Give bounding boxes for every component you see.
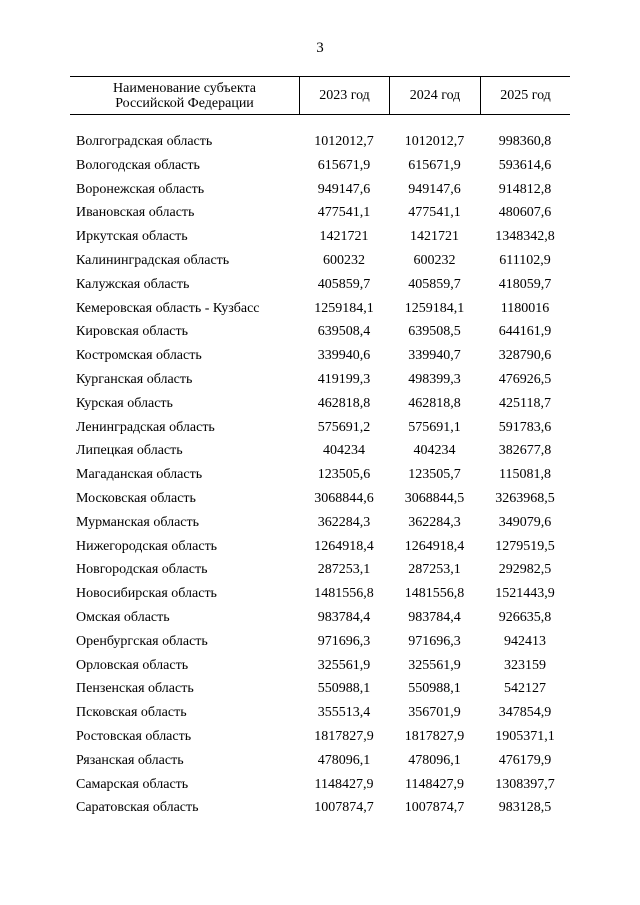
value-2025: 347854,9 — [498, 705, 552, 721]
page-number: 3 — [316, 40, 324, 56]
value-2024: 1259184,1 — [404, 300, 465, 316]
value-2025: 1308397,7 — [495, 776, 555, 792]
value-2025: 1279519,5 — [495, 538, 555, 554]
value-2023: 462818,8 — [317, 395, 371, 411]
value-2024: 3068844,5 — [404, 490, 465, 506]
value-2024: 615671,9 — [408, 157, 461, 173]
table-row — [70, 297, 570, 321]
region-name: Самарская область — [76, 776, 189, 792]
region-name: Оренбургская область — [76, 633, 208, 649]
value-2025: 1348342,8 — [495, 229, 555, 245]
value-2023: 639508,4 — [317, 324, 371, 340]
value-2025: 382677,8 — [498, 443, 552, 459]
table-row — [70, 511, 570, 535]
value-2024: 477541,1 — [408, 205, 461, 221]
value-2024: 971696,3 — [408, 633, 461, 649]
value-2025: 1905371,1 — [495, 728, 555, 744]
value-2024: 356701,9 — [408, 705, 461, 721]
table-row — [70, 439, 570, 463]
value-2023: 1481556,8 — [314, 586, 374, 602]
region-name: Липецкая область — [76, 443, 183, 459]
header-year-2025: 2025 год — [480, 77, 570, 114]
value-2024: 498399,3 — [408, 371, 461, 387]
value-2023: 405859,7 — [317, 276, 371, 292]
value-2023: 477541,1 — [317, 205, 371, 221]
region-name: Орловская область — [76, 657, 189, 673]
value-2024: 983784,4 — [408, 609, 461, 625]
value-2023: 355513,4 — [317, 705, 371, 721]
value-2024: 478096,1 — [408, 752, 461, 768]
table-row — [70, 130, 570, 154]
value-2023: 339940,6 — [317, 348, 371, 364]
region-name: Новосибирская область — [76, 586, 217, 602]
table-row — [70, 249, 570, 273]
table-row — [70, 606, 570, 630]
region-name: Пензенская область — [76, 681, 194, 697]
region-name: Саратовская область — [76, 800, 199, 816]
region-name: Вологодская область — [76, 157, 200, 173]
region-name: Кемеровская область - Кузбасс — [76, 300, 260, 316]
value-2024: 600232 — [413, 252, 456, 268]
value-2024: 575691,1 — [408, 419, 461, 435]
table-row — [70, 392, 570, 416]
value-2025: 644161,9 — [498, 324, 552, 340]
value-2023: 1421721 — [319, 229, 369, 245]
value-2025: 115081,8 — [499, 467, 551, 483]
value-2023: 983784,4 — [317, 609, 371, 625]
value-2025: 425118,7 — [499, 395, 551, 411]
value-2023: 419199,3 — [317, 371, 371, 387]
table-row — [70, 320, 570, 344]
region-name: Калужская область — [76, 276, 190, 292]
value-2023: 404234 — [323, 443, 365, 459]
table-row — [70, 178, 570, 202]
value-2025: 611102,9 — [499, 252, 551, 268]
value-2023: 325561,9 — [317, 657, 371, 673]
value-2024: 1148427,9 — [405, 776, 464, 792]
table-row — [70, 487, 570, 511]
table-row — [70, 201, 570, 225]
header-subject-name — [70, 77, 299, 114]
value-2024: 1264918,4 — [404, 538, 465, 554]
value-2025: 542127 — [504, 681, 546, 697]
header-year-2023: 2023 год — [299, 77, 389, 114]
table-row — [70, 463, 570, 487]
header-subject-name-line1: Наименование субъекта — [113, 80, 256, 96]
value-2025: 942413 — [504, 633, 546, 649]
table-row — [70, 677, 570, 701]
value-2025: 480607,6 — [498, 205, 552, 221]
table-row — [70, 535, 570, 559]
region-name: Иркутская область — [76, 229, 188, 245]
value-2025: 914812,8 — [498, 181, 552, 197]
value-2024: 1012012,7 — [404, 134, 465, 149]
region-name: Ленинградская область — [76, 419, 215, 435]
region-name: Псковская область — [76, 705, 187, 721]
table-row — [70, 368, 570, 392]
value-2023: 1148427,9 — [314, 776, 374, 792]
value-2025: 418059,7 — [498, 276, 552, 292]
region-name: Московская область — [76, 490, 196, 506]
value-2025: 983128,5 — [498, 800, 552, 816]
subsidy-table — [70, 76, 570, 820]
value-2025: 292982,5 — [498, 562, 552, 578]
region-name: Ростовская область — [76, 728, 192, 744]
value-2025: 323159 — [504, 657, 546, 673]
region-name: Рязанская область — [76, 752, 184, 768]
header-year-2024: 2024 год — [389, 77, 480, 114]
table-row — [70, 701, 570, 725]
region-name: Костромская область — [76, 348, 202, 364]
table-row — [70, 630, 570, 654]
table-row — [70, 344, 570, 368]
value-2024: 339940,7 — [408, 348, 461, 364]
table-row — [70, 654, 570, 678]
value-2023: 287253,1 — [317, 562, 371, 578]
value-2025: 591783,6 — [498, 419, 552, 435]
value-2023: 550988,1 — [317, 681, 371, 697]
value-2023: 615671,9 — [317, 157, 371, 173]
value-2023: 1012012,7 — [314, 134, 374, 149]
value-2024: 405859,7 — [408, 276, 461, 292]
value-2023: 1007874,7 — [314, 800, 374, 816]
value-2025: 476179,9 — [498, 752, 552, 768]
value-2024: 123505,7 — [408, 467, 461, 483]
value-2023: 1817827,9 — [314, 728, 374, 744]
value-2024: 404234 — [413, 443, 456, 459]
value-2024: 1007874,7 — [404, 800, 465, 816]
table-body — [70, 130, 570, 820]
table-row — [70, 773, 570, 797]
value-2025: 1180016 — [500, 300, 550, 316]
region-name: Курганская область — [76, 371, 193, 387]
table-row — [70, 725, 570, 749]
value-2025: 593614,6 — [498, 157, 552, 173]
value-2024: 462818,8 — [408, 395, 461, 411]
region-name: Магаданская область — [76, 467, 203, 483]
value-2023: 1264918,4 — [314, 538, 374, 554]
value-2025: 998360,8 — [498, 134, 552, 149]
value-2024: 362284,3 — [408, 514, 461, 530]
value-2024: 287253,1 — [408, 562, 461, 578]
region-name: Кировская область — [76, 324, 189, 340]
value-2023: 971696,3 — [317, 633, 371, 649]
value-2023: 362284,3 — [317, 514, 371, 530]
table-row — [70, 582, 570, 606]
value-2025: 476926,5 — [498, 371, 552, 387]
region-name: Калининградская область — [76, 252, 230, 268]
region-name: Воронежская область — [76, 181, 205, 197]
value-2023: 600232 — [323, 252, 365, 268]
value-2023: 1259184,1 — [314, 300, 374, 316]
table-row — [70, 558, 570, 582]
value-2023: 949147,6 — [317, 181, 371, 197]
table-row — [70, 273, 570, 297]
value-2025: 926635,8 — [498, 609, 552, 625]
table-row — [70, 154, 570, 178]
value-2024: 1481556,8 — [404, 586, 465, 602]
table-row — [70, 225, 570, 249]
value-2025: 3263968,5 — [495, 490, 555, 506]
table-row — [70, 796, 570, 820]
region-name: Омская область — [76, 609, 170, 625]
region-name: Волгоградская область — [76, 134, 213, 149]
value-2023: 478096,1 — [317, 752, 371, 768]
value-2025: 349079,6 — [498, 514, 552, 530]
value-2025: 328790,6 — [498, 348, 552, 364]
region-name: Курская область — [76, 395, 173, 411]
value-2024: 1817827,9 — [404, 728, 465, 744]
header-subject-name-line2: Российской Федерации — [115, 95, 254, 111]
value-2024: 325561,9 — [408, 657, 461, 673]
region-name: Новгородская область — [76, 562, 208, 578]
value-2024: 550988,1 — [408, 681, 461, 697]
value-2024: 949147,6 — [408, 181, 461, 197]
region-name: Мурманская область — [76, 514, 200, 530]
region-name: Нижегородская область — [76, 538, 218, 554]
value-2025: 1521443,9 — [495, 586, 555, 602]
value-2023: 123505,6 — [317, 467, 371, 483]
value-2024: 639508,5 — [408, 324, 461, 340]
table-row — [70, 416, 570, 440]
value-2023: 575691,2 — [317, 419, 371, 435]
table-row — [70, 749, 570, 773]
value-2023: 3068844,6 — [314, 490, 374, 506]
table-header — [70, 76, 570, 115]
value-2024: 1421721 — [410, 229, 459, 245]
region-name: Ивановская область — [76, 205, 195, 221]
